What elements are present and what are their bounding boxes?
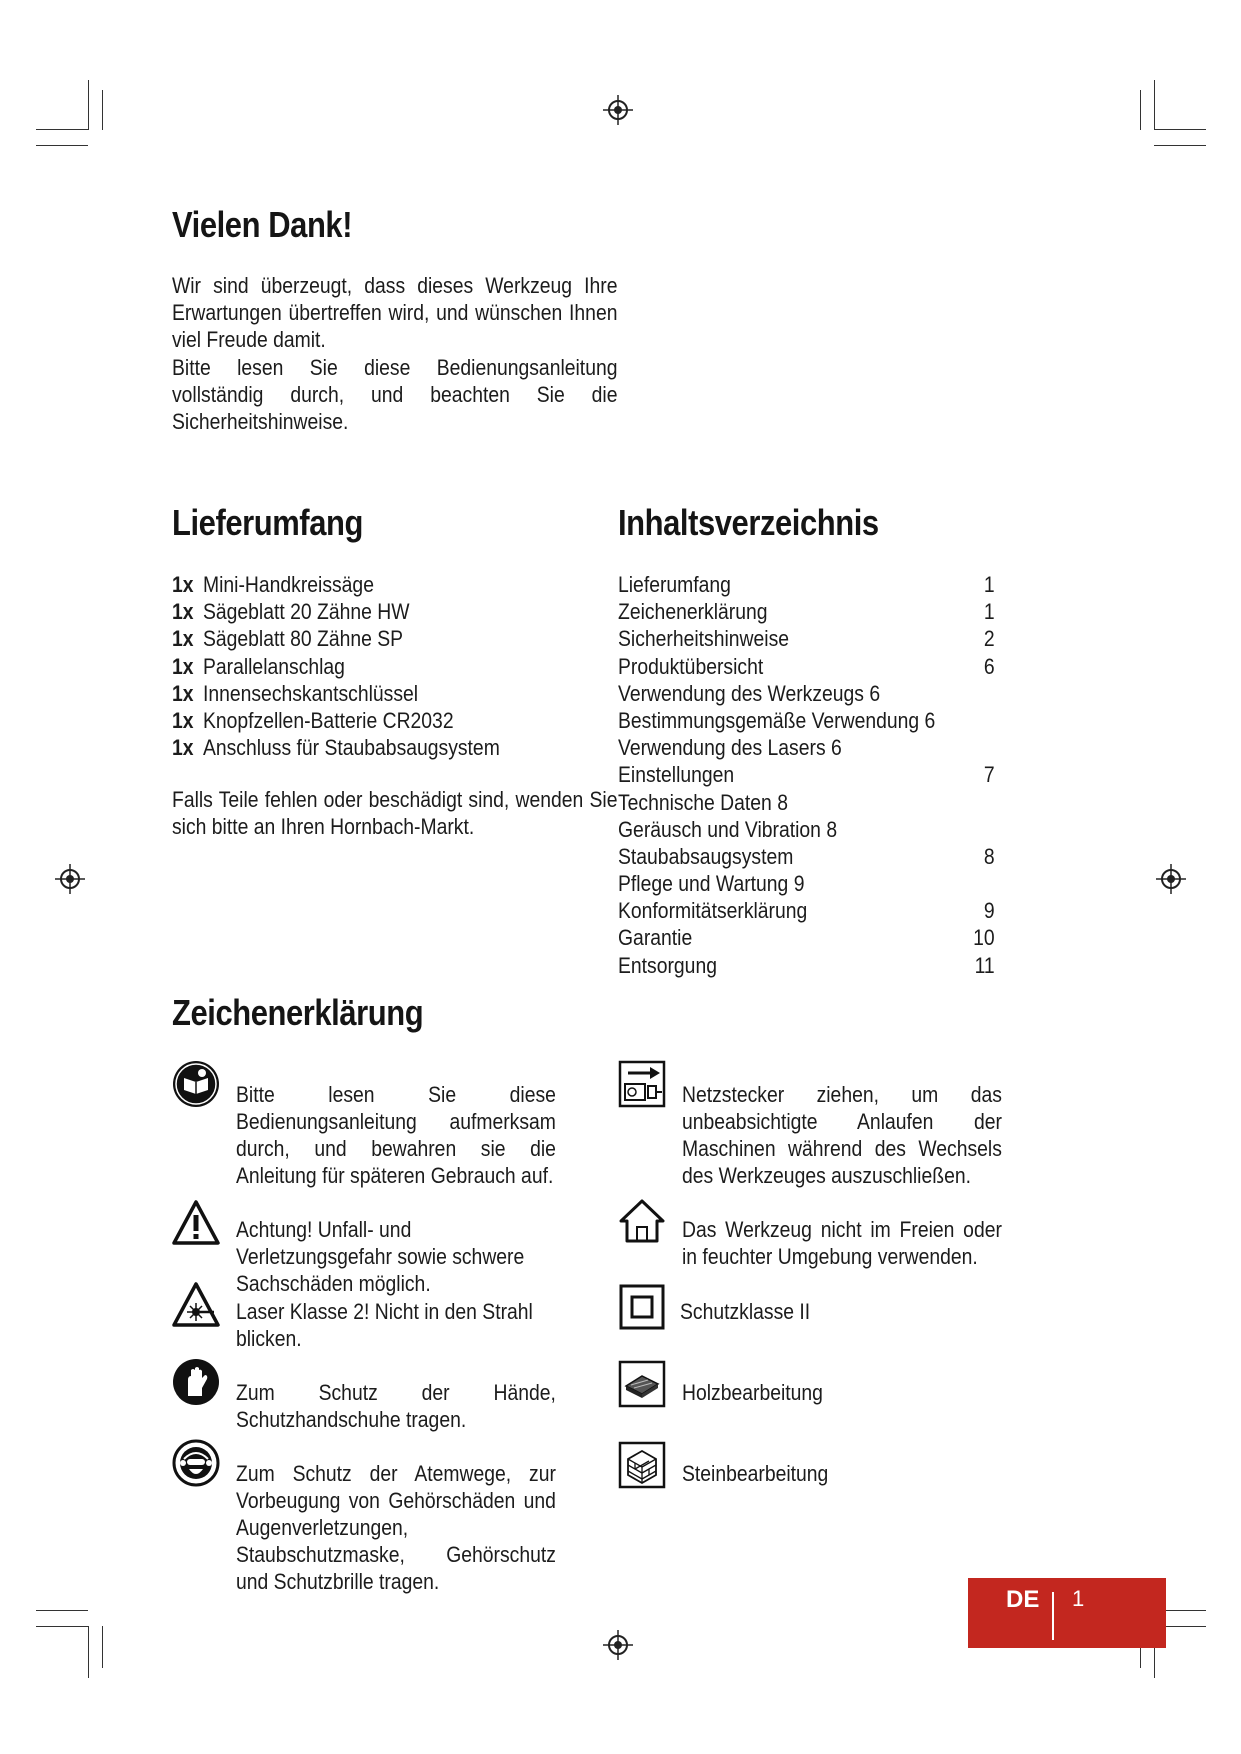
toc-title: Inhaltsverzeichnis <box>618 502 879 543</box>
toc-entry[interactable]: Lieferumfang 1 <box>618 572 995 597</box>
toc-entry[interactable]: Staubabsaugsystem 8 <box>618 843 995 869</box>
table-of-contents <box>618 571 995 979</box>
indoor-use-icon <box>618 1197 666 1245</box>
toc-entry[interactable]: Einstellungen 7 <box>618 762 995 788</box>
list-item: 1x Sägeblatt 80 Zähne SP <box>172 626 404 652</box>
toc-entry[interactable]: Bestimmungsgemäße Verwendung 6 <box>618 707 936 733</box>
toc-entry[interactable]: Produktübersicht 6 <box>618 653 995 679</box>
read-manual-icon <box>172 1060 220 1108</box>
page-badge <box>968 1578 1166 1648</box>
registration-mark-icon <box>55 864 85 894</box>
badge-divider <box>1052 1592 1054 1640</box>
toc-entry[interactable]: Technische Daten 8 <box>618 789 788 815</box>
toc-entry[interactable]: Pflege und Wartung 9 <box>618 871 805 897</box>
delivery-title: Lieferumfang <box>172 502 363 543</box>
intro-title: Vielen Dank! <box>172 204 353 245</box>
toc-entry[interactable]: Garantie 10 <box>618 925 995 951</box>
toc-entry[interactable]: Entsorgung 11 <box>618 952 995 978</box>
gloves-icon <box>172 1358 220 1406</box>
protective-gear-icon <box>172 1439 220 1487</box>
delivery-list <box>172 571 550 761</box>
intro-paragraph-2: Bitte lesen Sie diese Bedienungsanleitung vollständig durch, und beachten Sie die Sicherheitshinweise. <box>172 354 618 435</box>
intro-text <box>172 272 617 435</box>
toc-entry[interactable]: Verwendung des Lasers 6 <box>618 735 842 761</box>
registration-mark-icon <box>603 1630 633 1660</box>
list-item: 1x Parallelanschlag <box>172 653 345 679</box>
list-item: 1x Mini-Handkreissäge <box>172 572 374 597</box>
symbols-title: Zeichenerklärung <box>172 992 424 1033</box>
toc-entry[interactable]: Geräusch und Vibration 8 <box>618 816 838 842</box>
toc-entry[interactable]: Sicherheitshinweise 2 <box>618 626 995 652</box>
toc-entry[interactable]: Verwendung des Werkzeugs 6 <box>618 680 881 706</box>
unplug-icon <box>618 1060 666 1108</box>
registration-mark-icon <box>1156 864 1186 894</box>
intro-paragraph-1: Wir sind überzeugt, dass dieses Werkzeug Ihre Erwartungen übertreffen wird, und wünschen Ihnen viel Freude damit. <box>172 273 618 353</box>
language-label: DE <box>1006 1586 1040 1613</box>
list-item: 1x Knopfzellen-Batterie CR2032 <box>172 707 454 733</box>
page-number: 1 <box>1072 1586 1085 1611</box>
delivery-note: Falls Teile fehlen oder beschädigt sind, wenden Sie sich bitte an Ihren Hornbach-Markt. <box>172 787 618 840</box>
protection-class-2-icon <box>618 1283 666 1331</box>
toc-entry[interactable]: Konformitätserklärung 9 <box>618 898 995 924</box>
list-item: 1x Sägeblatt 20 Zähne HW <box>172 599 410 625</box>
warning-triangle-icon <box>172 1199 220 1247</box>
laser-warning-icon <box>172 1281 220 1329</box>
list-item: 1x Innensechskantschlüssel <box>172 680 419 706</box>
toc-entry[interactable]: Zeichenerklärung 1 <box>618 599 995 625</box>
wood-icon <box>618 1360 666 1408</box>
stone-icon <box>618 1441 666 1489</box>
list-item: 1x Anschluss für Staubabsaugsystem <box>172 735 500 761</box>
registration-mark-icon <box>603 95 633 125</box>
